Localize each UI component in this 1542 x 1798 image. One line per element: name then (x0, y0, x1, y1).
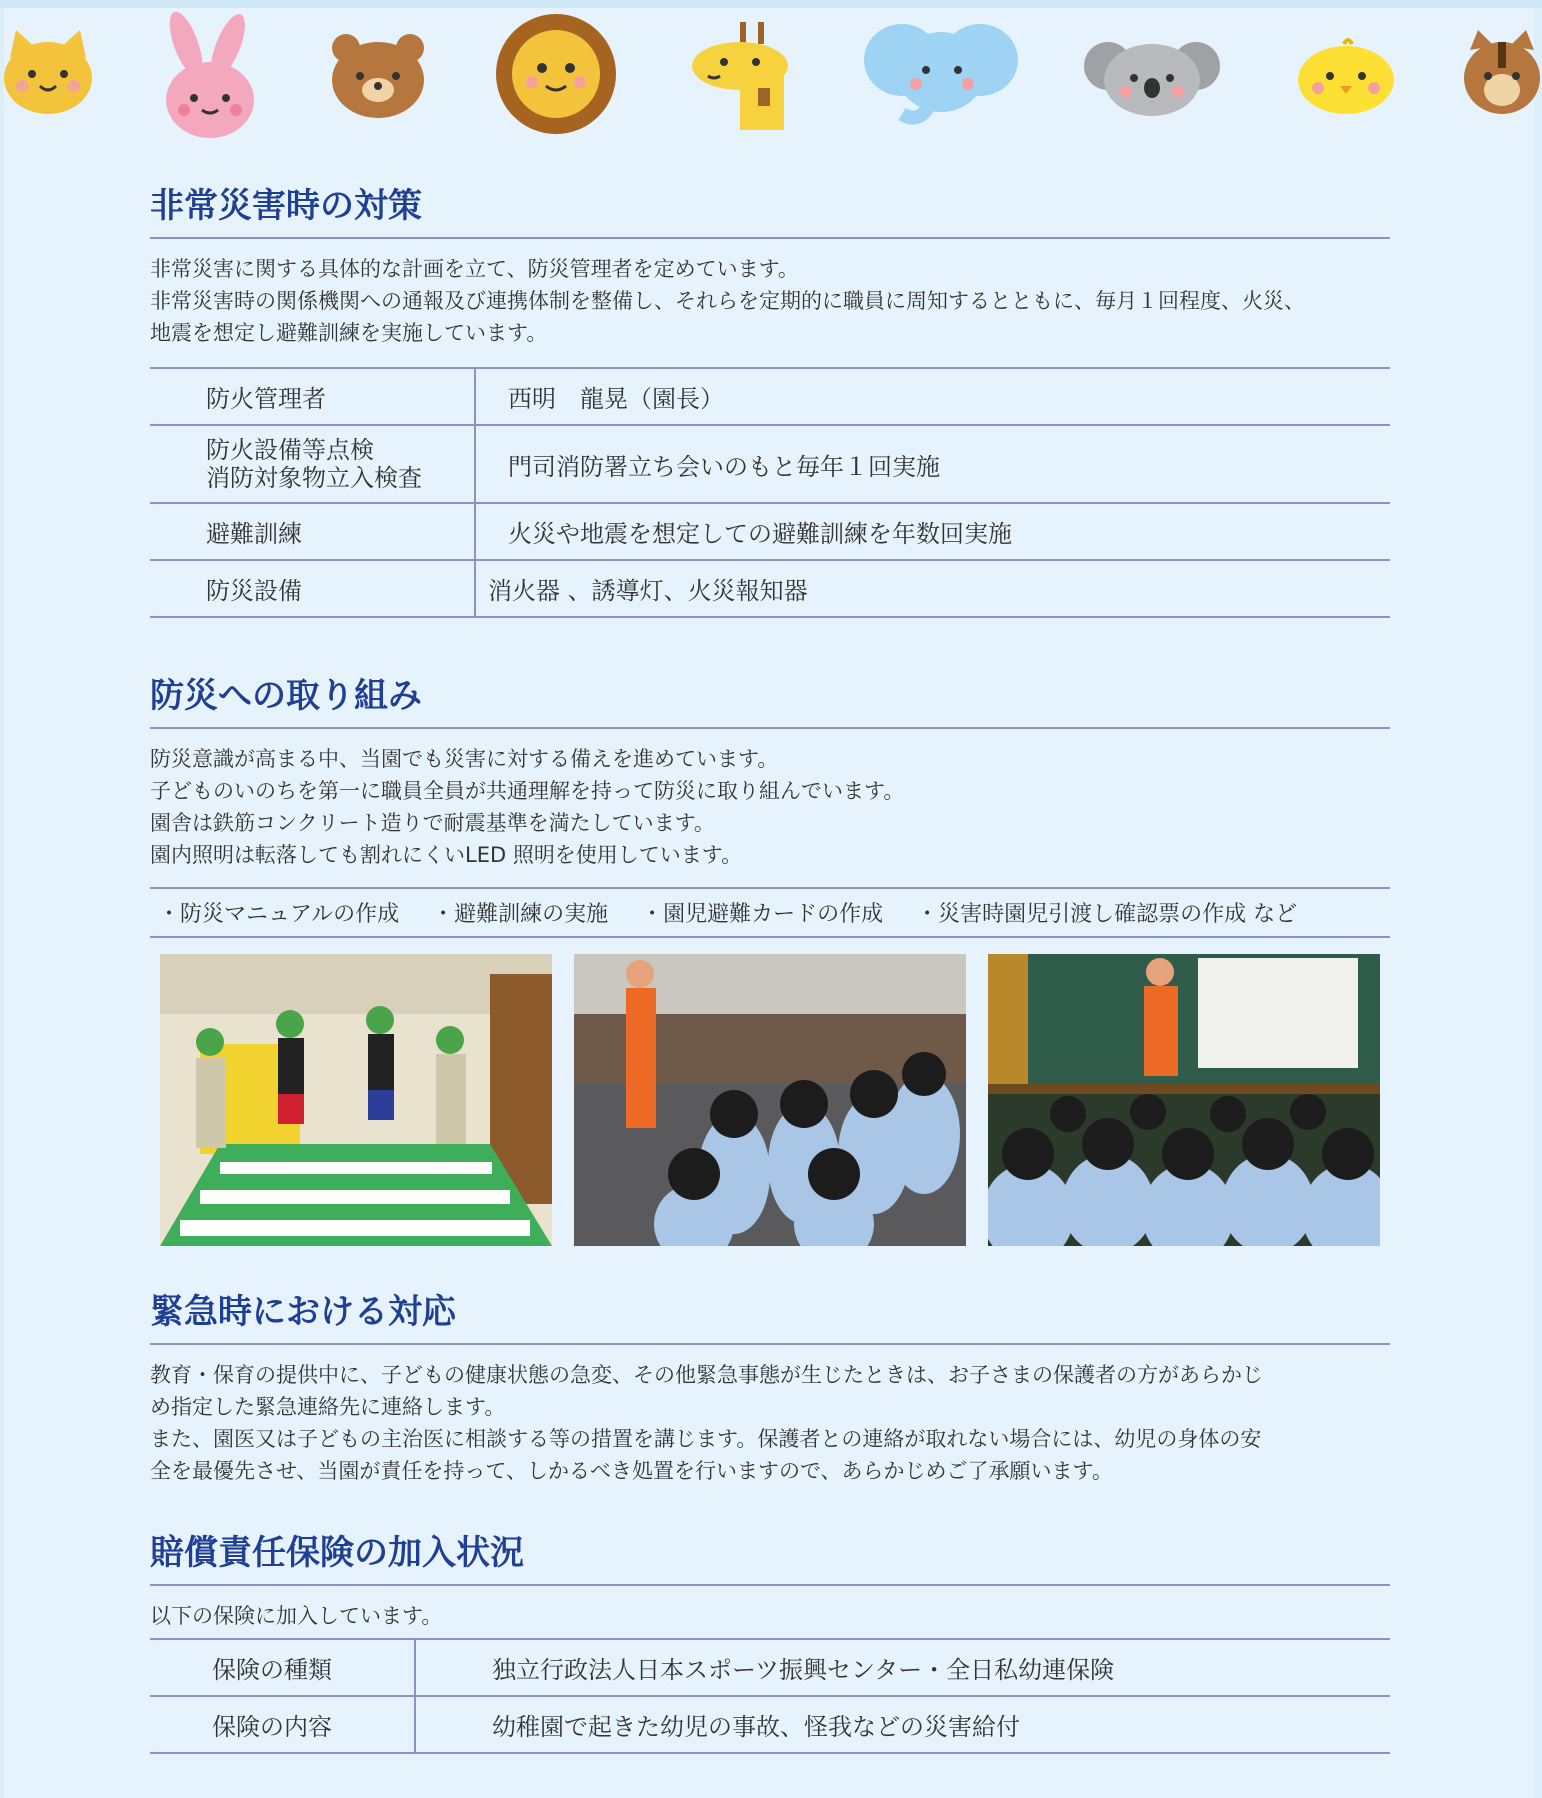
emergency-description (150, 1359, 1390, 1487)
section-title-emergency: 緊急時における対応 (150, 1276, 1390, 1345)
table-label: 避難訓練 (150, 503, 475, 560)
elephant-icon (862, 18, 1020, 128)
text-line: 園舎は鉄筋コンクリート造りで耐震基準を満たしています。 (150, 811, 715, 835)
disaster-section (150, 170, 1390, 618)
table-label: 防火管理者 (150, 368, 475, 425)
table-value: 消火器 、誘導灯、火災報知器 (475, 560, 1390, 617)
insurance-table (150, 1638, 1390, 1754)
insurance-intro: 以下の保険に加入しています。 (150, 1604, 443, 1628)
section-title-disaster: 非常災害時の対策 (150, 170, 1390, 239)
text-line: 非常災害時の関係機関への通報及び連携体制を整備し、それらを定期的に職員に周知するとともに、毎月１回程度、火災、 (150, 289, 1305, 313)
lion-icon (494, 12, 618, 136)
photo-firefighter-indoor (988, 954, 1380, 1246)
cat-icon (2, 28, 94, 120)
table-row (150, 425, 1390, 503)
text-line: 教育・保育の提供中に、子どもの健康状態の急変、その他緊急事態が生じたときは、お子さまの保護者の方があらかじ (150, 1363, 1263, 1387)
disaster-table (150, 367, 1390, 618)
table-value: 門司消防署立ち会いのもと毎年１回実施 (475, 425, 1390, 503)
text-line: 子どものいのちを第一に職員全員が共通理解を持って防災に取り組んでいます。 (150, 779, 905, 803)
text-line: 非常災害に関する具体的な計画を立て、防災管理者を定めています。 (150, 257, 799, 281)
section-title-prevention: 防災への取り組み (150, 660, 1390, 729)
prevention-description (150, 743, 1390, 871)
chipmunk-icon (1462, 30, 1542, 116)
table-value: 西明 龍晃（園長） (475, 368, 1390, 425)
table-label: 防災設備 (150, 560, 475, 617)
rabbit-icon (160, 10, 260, 140)
content (150, 170, 1390, 1754)
bear-icon (328, 28, 428, 120)
text-line: 防災意識が高まる中、当園でも災害に対する備えを進めています。 (150, 747, 779, 771)
table-value: 火災や地震を想定しての避難訓練を年数回実施 (475, 503, 1390, 560)
bullet-item: ・災害時園児引渡し確認票の作成 など (916, 902, 1298, 927)
text-line: 全を最優先させ、当園が責任を持って、しかるべき処置を行いますので、あらかじめご了承願います。 (150, 1459, 1113, 1483)
photo-firefighter-outdoor (574, 954, 966, 1246)
table-value: 幼稚園で起きた幼児の事故、怪我などの災害給付 (415, 1696, 1390, 1753)
disaster-description (150, 253, 1390, 349)
table-value: 独立行政法人日本スポーツ振興センター・全日私幼連保険 (415, 1639, 1390, 1696)
photo-row (150, 954, 1390, 1246)
table-label: 防火設備等点検 消防対象物立入検査 (150, 425, 475, 503)
emergency-section (150, 1276, 1390, 1487)
text-line: 地震を想定し避難訓練を実施しています。 (150, 321, 548, 345)
bullet-item: ・避難訓練の実施 (432, 902, 609, 927)
table-row (150, 1639, 1390, 1696)
table-label: 保険の種類 (150, 1639, 415, 1696)
chick-icon (1296, 34, 1396, 116)
table-row (150, 1696, 1390, 1753)
prevention-section (150, 660, 1390, 1246)
section-title-insurance: 賠償責任保険の加入状況 (150, 1517, 1390, 1586)
photo-evacuation-drill (160, 954, 552, 1246)
table-label: 保険の内容 (150, 1696, 415, 1753)
table-row (150, 368, 1390, 425)
giraffe-icon (684, 18, 794, 133)
bullet-item: ・防災マニュアルの作成 (158, 902, 400, 927)
table-row (150, 560, 1390, 617)
table-row (150, 503, 1390, 560)
text-line: め指定した緊急連絡先に連絡します。 (150, 1395, 506, 1419)
animal-header (0, 4, 1542, 134)
prevention-bullets (150, 887, 1390, 938)
insurance-section (150, 1517, 1390, 1754)
text-line: 園内照明は転落しても割れにくいLED 照明を使用しています。 (150, 843, 743, 867)
bullet-item: ・園児避難カードの作成 (641, 902, 884, 927)
koala-icon (1082, 34, 1222, 118)
text-line: また、園医又は子どもの主治医に相談する等の措置を講じます。保護者との連絡が取れない場合には、幼児の身体の安 (150, 1427, 1262, 1451)
